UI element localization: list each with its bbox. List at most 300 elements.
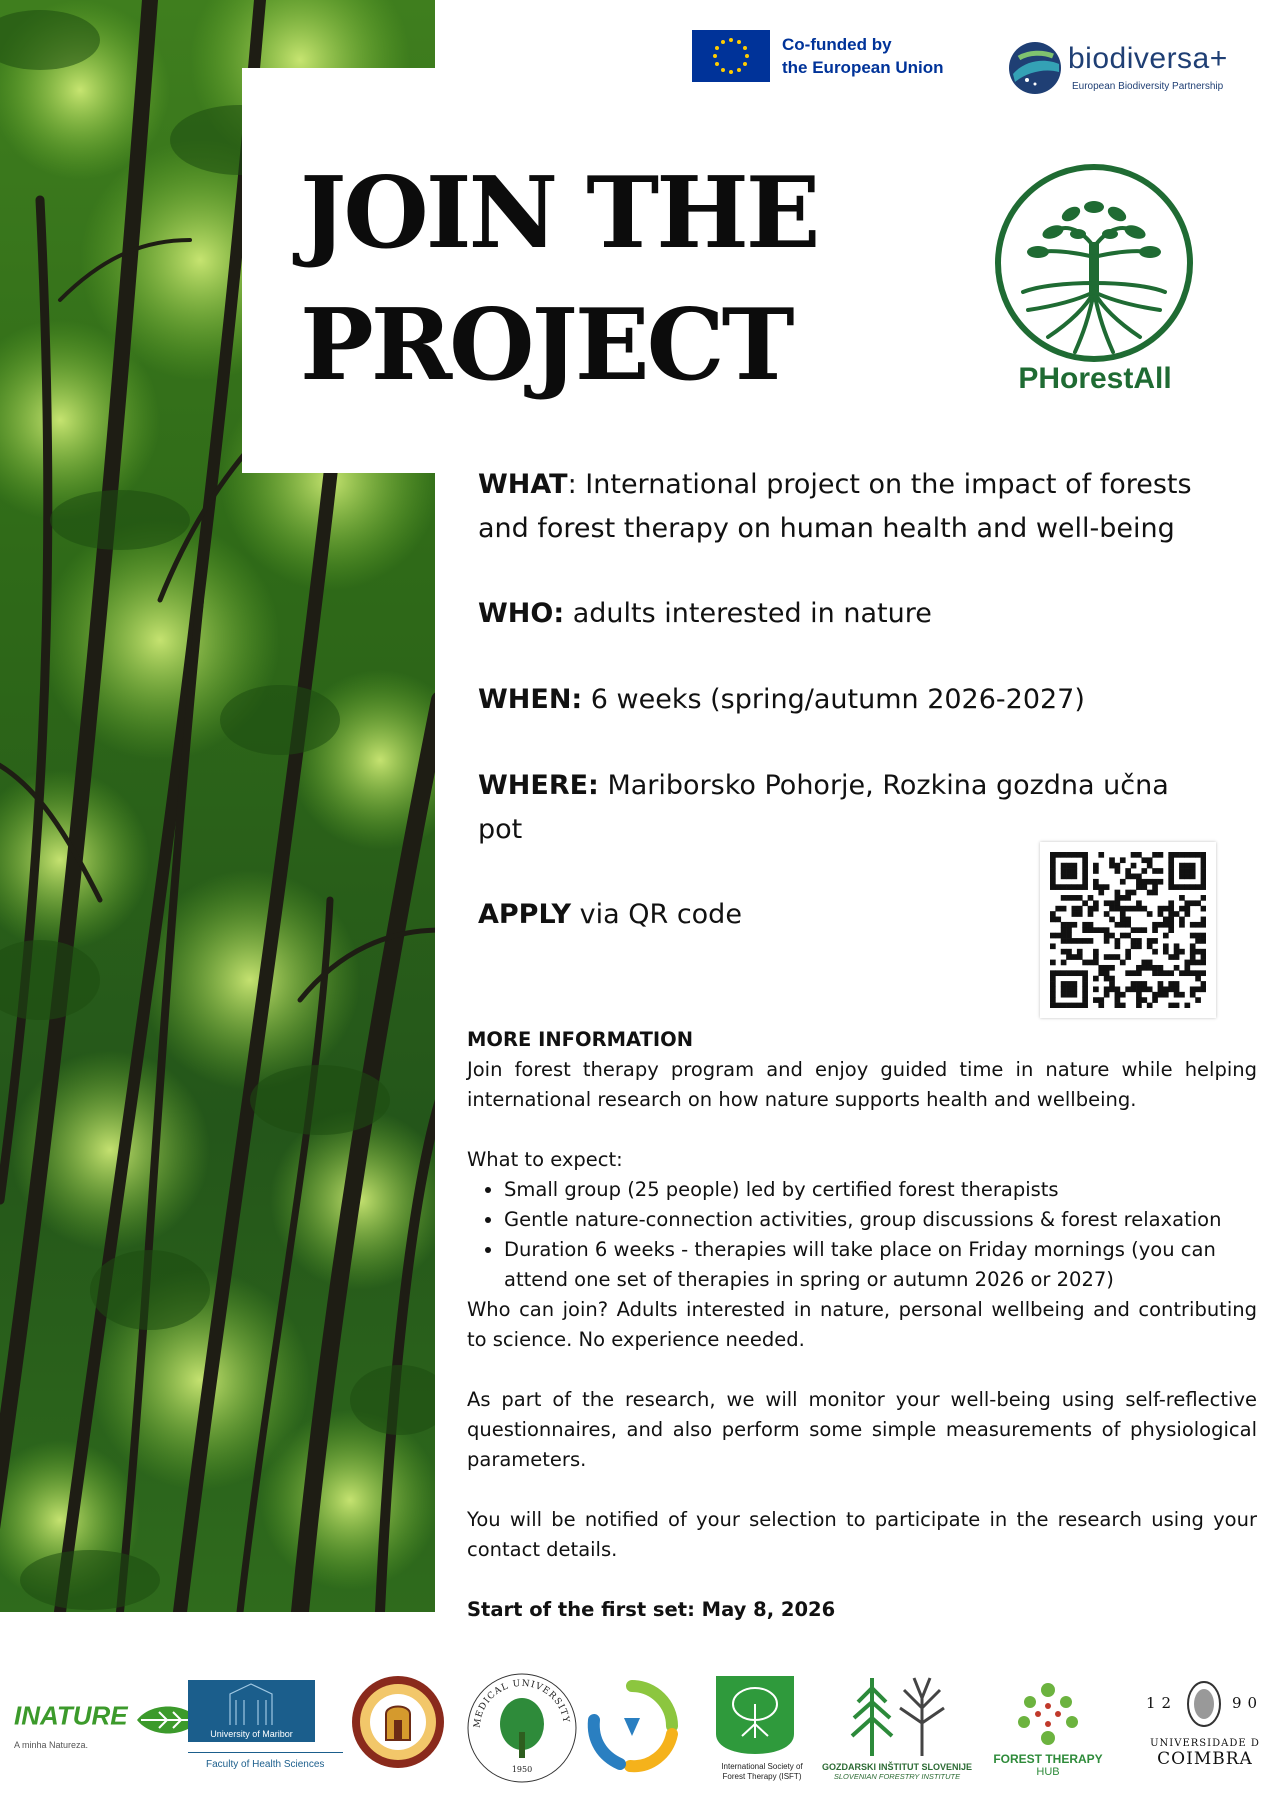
qr-module <box>1195 997 1201 1003</box>
qr-module <box>1168 1003 1174 1008</box>
qr-module <box>1088 906 1094 912</box>
qr-module <box>1174 981 1180 987</box>
qr-module <box>1152 949 1158 955</box>
qr-module <box>1077 906 1083 912</box>
qr-module <box>1190 970 1196 976</box>
qr-module <box>1072 1003 1078 1008</box>
qr-module <box>1066 895 1072 901</box>
qr-module <box>1190 992 1196 998</box>
qr-module <box>1174 965 1180 971</box>
qr-module <box>1061 906 1067 912</box>
qr-module <box>1125 906 1131 912</box>
qr-module <box>1141 868 1147 874</box>
qr-module <box>1168 927 1174 933</box>
qr-module <box>1152 868 1158 874</box>
qr-module <box>1066 868 1072 874</box>
qr-module <box>1152 997 1158 1003</box>
qr-module <box>1115 943 1121 949</box>
qr-module <box>1190 863 1196 869</box>
qr-module <box>1190 868 1196 874</box>
qr-module <box>1158 879 1164 885</box>
qr-module <box>1158 986 1164 992</box>
qr-module <box>1115 954 1121 960</box>
qr-module <box>1072 852 1078 858</box>
qr-module <box>1125 917 1131 923</box>
qr-module <box>1082 938 1088 944</box>
qr-module <box>1141 965 1147 971</box>
qr-module <box>1184 960 1190 966</box>
qr-module <box>1093 949 1099 955</box>
qr-module <box>1082 970 1088 976</box>
qr-module <box>1125 895 1131 901</box>
qr-module <box>1120 960 1126 966</box>
qr-module <box>1174 949 1180 955</box>
qr-module <box>1152 970 1158 976</box>
qr-module <box>1082 879 1088 885</box>
qr-module <box>1115 900 1121 906</box>
qr-module <box>1152 927 1158 933</box>
qr-module <box>1201 874 1206 880</box>
qr-module <box>1061 949 1067 955</box>
qr-module <box>1120 933 1126 939</box>
qr-module <box>1061 874 1067 880</box>
qr-module <box>1184 906 1190 912</box>
qr-module <box>1098 997 1104 1003</box>
qr-module <box>1136 965 1142 971</box>
qr-module <box>1152 879 1158 885</box>
who-can-join-text: Who can join? Adults interested in nature, personal wellbeing and contributing to science. No experience needed. <box>467 1298 1257 1351</box>
qr-module <box>1201 970 1206 976</box>
qr-module <box>1061 933 1067 939</box>
qr-module <box>1168 863 1174 869</box>
eu-flag-icon <box>692 30 770 82</box>
qr-module <box>1168 954 1174 960</box>
coimbra-line2: COIMBRA <box>1157 1749 1253 1769</box>
qr-module <box>1072 986 1078 992</box>
qr-module <box>1072 884 1078 890</box>
qr-module <box>1136 986 1142 992</box>
qr-module <box>1120 879 1126 885</box>
qr-module <box>1120 906 1126 912</box>
gozdarski-sub: SLOVENIAN FORESTRY INSTITUTE <box>833 1772 961 1781</box>
qr-module <box>1061 970 1067 976</box>
qr-module <box>1131 970 1137 976</box>
qr-module <box>1201 863 1206 869</box>
what-line <box>478 463 1238 551</box>
coimbra-year-right: 90 <box>1232 1694 1264 1712</box>
qr-module <box>1184 965 1190 971</box>
qr-module <box>1179 992 1185 998</box>
more-info-intro: Join forest therapy program and enjoy guided time in nature while helping international research on how nature supports health and wellbeing. <box>467 1058 1257 1111</box>
eu-cofunded-text: Co-funded by the European Union <box>782 35 944 77</box>
qr-module <box>1072 922 1078 928</box>
qr-module <box>1050 857 1056 863</box>
qr-module <box>1163 970 1169 976</box>
qr-module <box>1061 986 1067 992</box>
qr-module <box>1131 943 1137 949</box>
qr-module <box>1195 933 1201 939</box>
qr-module <box>1184 884 1190 890</box>
qr-module <box>1163 933 1169 939</box>
qr-module <box>1136 970 1142 976</box>
qr-module <box>1174 884 1180 890</box>
qr-module <box>1082 874 1088 880</box>
qr-module <box>1136 927 1142 933</box>
phorestall-tree-icon <box>993 162 1195 364</box>
qr-module <box>1147 857 1153 863</box>
qr-module <box>1055 852 1061 858</box>
qr-module <box>1141 857 1147 863</box>
qr-module <box>1184 852 1190 858</box>
qr-module <box>1082 981 1088 987</box>
qr-module <box>1109 933 1115 939</box>
qr-module <box>1179 895 1185 901</box>
qr-module <box>1125 933 1131 939</box>
qr-module <box>1050 863 1056 869</box>
qr-module <box>1147 943 1153 949</box>
gozdarski-name: GOZDARSKI INŠTITUT SLOVENIJE <box>822 1762 973 1772</box>
qr-module <box>1082 976 1088 982</box>
isft-tree-icon <box>714 1674 796 1756</box>
qr-module <box>1050 970 1056 976</box>
qr-module <box>1147 965 1153 971</box>
qr-module <box>1093 976 1099 982</box>
qr-module <box>1136 852 1142 858</box>
qr-module <box>1082 927 1088 933</box>
qr-module <box>1055 970 1061 976</box>
qr-module <box>1066 938 1072 944</box>
qr-module <box>1082 986 1088 992</box>
qr-module <box>1131 986 1137 992</box>
qr-module <box>1174 911 1180 917</box>
what-text: : International project on the impact of forests and forest therapy on human health and well-being <box>478 469 1192 544</box>
maribor-building-icon <box>188 1680 315 1742</box>
qr-module <box>1125 868 1131 874</box>
more-info-heading: MORE INFORMATION <box>467 1028 694 1051</box>
qr-module <box>1136 938 1142 944</box>
qr-module <box>1050 997 1056 1003</box>
qr-module <box>1168 917 1174 923</box>
qr-module <box>1125 986 1131 992</box>
forest-therapy-hub-icon <box>986 1680 1110 1748</box>
qr-module <box>1131 938 1137 944</box>
qr-module <box>1190 884 1196 890</box>
where-text: Mariborsko Pohorje, Rozkina gozdna učna pot <box>478 770 1169 845</box>
qr-module <box>1050 884 1056 890</box>
qr-module <box>1201 906 1206 912</box>
list-item: • Small group (25 people) led by certified forest therapists <box>504 1175 1257 1205</box>
qr-module <box>1055 933 1061 939</box>
forest-therapy-hub-logo <box>986 1680 1110 1778</box>
isft-logo <box>714 1674 810 1782</box>
qr-module <box>1141 960 1147 966</box>
qr-module <box>1201 954 1206 960</box>
biodiversa-globe-icon <box>1005 38 1065 98</box>
qr-module <box>1179 852 1185 858</box>
qr-module <box>1201 922 1206 928</box>
gozdarski-trees-icon <box>822 1668 972 1758</box>
qr-module <box>1072 911 1078 917</box>
qr-module <box>1163 917 1169 923</box>
qr-module <box>1088 938 1094 944</box>
qr-module <box>1168 981 1174 987</box>
inature-tagline: A minha Natureza. <box>14 1740 89 1750</box>
qr-module <box>1066 954 1072 960</box>
qr-module <box>1195 938 1201 944</box>
qr-module <box>1158 922 1164 928</box>
qr-module <box>1115 890 1121 896</box>
qr-module <box>1168 857 1174 863</box>
gozdarski-logo <box>822 1668 972 1781</box>
qr-module <box>1061 960 1067 966</box>
qr-module <box>1072 992 1078 998</box>
coimbra-seal-icon <box>1186 1680 1222 1728</box>
qr-module <box>1141 927 1147 933</box>
qr-module <box>1195 960 1201 966</box>
qr-module <box>1184 911 1190 917</box>
qr-module <box>1082 884 1088 890</box>
maribor-logo <box>188 1680 338 1770</box>
qr-module <box>1066 986 1072 992</box>
qr-module <box>1055 1003 1061 1008</box>
qr-module <box>1201 949 1206 955</box>
qr-module <box>1093 884 1099 890</box>
qr-module <box>1066 981 1072 987</box>
qr-module <box>1168 879 1174 885</box>
qr-module <box>1190 852 1196 858</box>
qr-module <box>1050 992 1056 998</box>
qr-module <box>1050 868 1056 874</box>
qr-module <box>1066 927 1072 933</box>
bialystok-name: MEDICAL UNIVERSITY <box>472 1678 571 1729</box>
qr-module <box>1168 906 1174 912</box>
qr-module <box>1093 954 1099 960</box>
qr-module <box>1050 943 1056 949</box>
qr-module <box>1190 943 1196 949</box>
qr-module <box>1120 992 1126 998</box>
qr-module <box>1152 922 1158 928</box>
qr-module <box>1158 906 1164 912</box>
qr-module <box>1098 1003 1104 1008</box>
qr-module <box>1195 884 1201 890</box>
qr-module <box>1098 970 1104 976</box>
qr-module <box>1125 890 1131 896</box>
qr-module <box>1158 852 1164 858</box>
qr-module <box>1136 879 1142 885</box>
qr-module <box>1190 874 1196 880</box>
qr-module <box>1168 922 1174 928</box>
qr-module <box>1115 997 1121 1003</box>
qr-module <box>1136 900 1142 906</box>
qr-module <box>1201 857 1206 863</box>
qr-module <box>1061 868 1067 874</box>
expect-list <box>467 1175 1257 1295</box>
bialystok-logo <box>466 1672 578 1788</box>
who-text: adults interested in nature <box>564 598 932 629</box>
qr-module <box>1152 965 1158 971</box>
qr-module <box>1066 863 1072 869</box>
qr-module <box>1066 884 1072 890</box>
qr-module <box>1077 949 1083 955</box>
qr-module <box>1109 863 1115 869</box>
qr-module <box>1195 986 1201 992</box>
qr-module <box>1066 874 1072 880</box>
coimbra-logo <box>1140 1680 1270 1769</box>
qr-module <box>1125 874 1131 880</box>
qr-module <box>1168 911 1174 917</box>
qr-module <box>1152 938 1158 944</box>
more-information-section <box>467 1025 1257 1625</box>
qr-module <box>1082 960 1088 966</box>
qr-module <box>1184 900 1190 906</box>
qr-module <box>1136 884 1142 890</box>
qr-module <box>1125 922 1131 928</box>
qr-module <box>1168 852 1174 858</box>
qr-module <box>1115 992 1121 998</box>
qr-module <box>1082 922 1088 928</box>
qr-module <box>1131 906 1137 912</box>
qr-module <box>1077 852 1083 858</box>
qr-module <box>1158 992 1164 998</box>
qr-module <box>1141 986 1147 992</box>
qr-module <box>1093 900 1099 906</box>
qr-module <box>1174 992 1180 998</box>
qr-module <box>1158 970 1164 976</box>
qr-module <box>1174 1003 1180 1008</box>
list-item: • Duration 6 weeks - therapies will take place on Friday mornings (you can attend one set of therapies in spring or autumn 2026 or 2027) <box>504 1235 1257 1295</box>
qr-module <box>1179 874 1185 880</box>
qr-module <box>1109 954 1115 960</box>
qr-module <box>1093 906 1099 912</box>
qr-module <box>1093 863 1099 869</box>
qr-module <box>1152 890 1158 896</box>
qr-module <box>1158 911 1164 917</box>
qr-module <box>1179 906 1185 912</box>
qr-module <box>1104 927 1110 933</box>
qr-module <box>1190 949 1196 955</box>
qr-module <box>1174 943 1180 949</box>
qr-module <box>1190 986 1196 992</box>
list-item: • Gentle nature-connection activities, group discussions & forest relaxation <box>504 1205 1257 1235</box>
title-line-2: PROJECT <box>300 288 792 403</box>
qr-module <box>1163 949 1169 955</box>
qr-module <box>1077 954 1083 960</box>
qr-module <box>1109 906 1115 912</box>
qr-module <box>1195 976 1201 982</box>
qr-module <box>1190 933 1196 939</box>
qr-module <box>1120 922 1126 928</box>
qr-module <box>1072 895 1078 901</box>
qr-module <box>1158 981 1164 987</box>
qr-module <box>1088 911 1094 917</box>
qr-module <box>1190 960 1196 966</box>
qr-module <box>1104 970 1110 976</box>
qr-module <box>1088 895 1094 901</box>
qr-module <box>1072 863 1078 869</box>
qr-module <box>1066 852 1072 858</box>
qr-module <box>1141 884 1147 890</box>
qr-module <box>1136 943 1142 949</box>
qr-module <box>1088 922 1094 928</box>
qr-module <box>1109 986 1115 992</box>
qr-module <box>1141 997 1147 1003</box>
qr-code[interactable] <box>1040 842 1216 1018</box>
qr-module <box>1098 852 1104 858</box>
qr-module <box>1201 895 1206 901</box>
fth-sub: HUB <box>1036 1766 1060 1778</box>
qr-module <box>1120 917 1126 923</box>
qr-module <box>1109 900 1115 906</box>
qr-module <box>1147 863 1153 869</box>
qr-module <box>1050 879 1056 885</box>
qr-module <box>1088 927 1094 933</box>
what-label: WHAT <box>478 469 568 500</box>
qr-module <box>1072 938 1078 944</box>
qr-module <box>1168 900 1174 906</box>
where-line <box>478 764 1218 852</box>
qr-module <box>1072 906 1078 912</box>
qr-module <box>1061 895 1067 901</box>
qr-module <box>1163 992 1169 998</box>
qr-module <box>1131 874 1137 880</box>
qr-module <box>1066 949 1072 955</box>
research-text: As part of the research, we will monitor your well-being using self-reflective questionnaires, and also perform some simple measurements of physiological parameters. <box>467 1388 1257 1471</box>
qr-module <box>1147 938 1153 944</box>
qr-module <box>1136 874 1142 880</box>
qr-module <box>1201 884 1206 890</box>
qr-module <box>1136 1003 1142 1008</box>
qr-module <box>1098 927 1104 933</box>
qr-module <box>1201 938 1206 944</box>
partner-logos <box>0 1650 1280 1800</box>
qr-module <box>1050 911 1056 917</box>
qr-module <box>1082 863 1088 869</box>
qr-module <box>1158 965 1164 971</box>
qr-module <box>1163 986 1169 992</box>
qr-module <box>1104 976 1110 982</box>
qr-module <box>1104 933 1110 939</box>
qr-module <box>1120 857 1126 863</box>
qr-module <box>1115 922 1121 928</box>
qr-module <box>1104 884 1110 890</box>
qr-module <box>1055 906 1061 912</box>
qr-module <box>1082 997 1088 1003</box>
qr-module <box>1147 1003 1153 1008</box>
when-line <box>478 678 1238 722</box>
qr-module <box>1163 922 1169 928</box>
qr-module <box>1109 917 1115 923</box>
qr-module <box>1104 992 1110 998</box>
qr-module <box>1098 884 1104 890</box>
notified-text: You will be notified of your selection to participate in the research using your contact details. <box>467 1508 1257 1561</box>
qr-module <box>1168 868 1174 874</box>
qr-module <box>1115 863 1121 869</box>
coimbra-year-left: 12 <box>1146 1694 1178 1712</box>
qr-module <box>1195 949 1201 955</box>
who-line <box>478 592 1238 636</box>
qr-module <box>1179 863 1185 869</box>
qr-module <box>1184 863 1190 869</box>
qr-module <box>1072 954 1078 960</box>
qr-module <box>1201 917 1206 923</box>
qr-module <box>1077 895 1083 901</box>
qr-module <box>1061 992 1067 998</box>
inature-name: INATURE <box>14 1700 128 1731</box>
qr-module <box>1061 938 1067 944</box>
qr-module <box>1179 917 1185 923</box>
qr-module <box>1109 965 1115 971</box>
qr-module <box>1174 954 1180 960</box>
